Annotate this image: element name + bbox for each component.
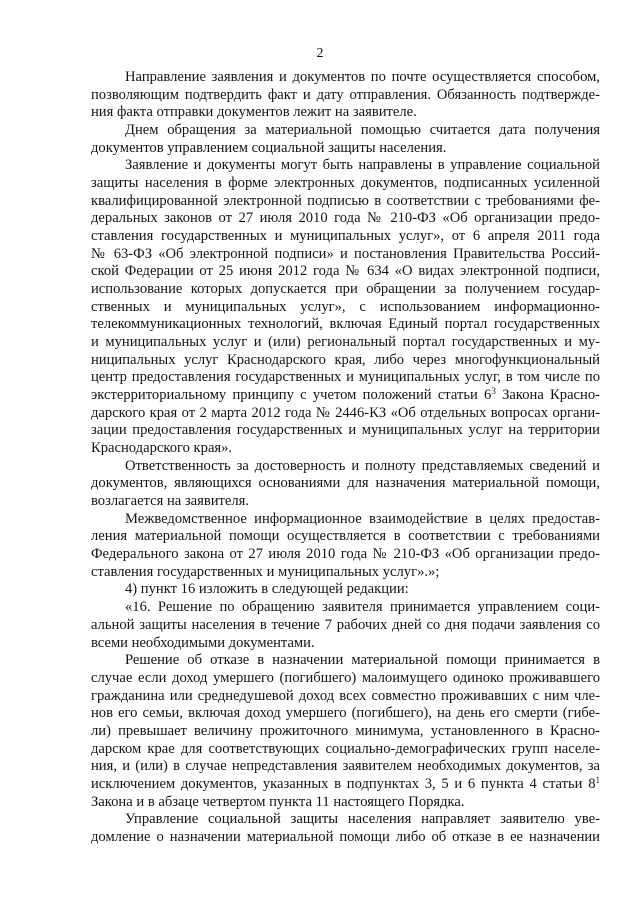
- text-line: ской Федерации от 25 июня 2012 года № 634 «О видах электронной подписи,: [91, 263, 600, 280]
- text-line: ния, и (или) в случае непредставления заявителем необходимых документов, за: [91, 758, 600, 775]
- text-line: центр предоставления государственных и муниципальных услуг, в том числе по: [91, 369, 600, 386]
- text-line: Управление социальной защиты населения направляет заявителю уве-: [125, 811, 600, 828]
- text-fragment: Закона Красно-: [495, 387, 600, 404]
- text-line: всеми необходимыми документами.: [91, 634, 315, 651]
- text-line: деральных законов от 27 июля 2010 года № 210-ФЗ «Об организации предо-: [91, 210, 600, 227]
- text-line: случае если доход умершего (погибшего) малоимущего одиноко проживавшего: [91, 669, 600, 686]
- text-line: Закона и в абзаце четвертом пункта 11 настоящего Порядка.: [91, 793, 465, 810]
- superscript: 3: [491, 386, 496, 397]
- text-line: ставления государственных и муниципальных услуг», от 6 апреля 2011 года: [91, 228, 600, 245]
- text-line: Заявление и документы могут быть направлены в управление социальной: [125, 157, 600, 174]
- text-line: ственных и муниципальных услуг», с использованием информационно-: [91, 298, 600, 315]
- document-body: [91, 69, 600, 847]
- text-line: ния факта отправки документов лежит на заявителе.: [91, 104, 417, 121]
- text-line: документов, являющихся основаниями для назначения материальной помощи,: [91, 475, 600, 492]
- text-line: Межведомственное информационное взаимодействие в целях предостав-: [125, 510, 600, 527]
- paragraph-responsibility: [91, 458, 600, 511]
- text-line: домление о назначении материальной помощи либо об отказе в ее назначении: [91, 828, 600, 845]
- text-line: гражданина или среднедушевой доход всех совместно проживавших с ним чле-: [91, 687, 600, 704]
- text-line: Федерального закона от 27 июля 2010 года № 210-ФЗ «Об организации предо-: [91, 546, 600, 563]
- superscript: 1: [595, 774, 600, 785]
- text-line: ниципальных услуг Краснодарского края, либо через многофункциональный: [91, 351, 600, 368]
- text-line: ления материальной помощи осуществляется в соответствии с требованиями: [91, 528, 600, 545]
- text-line: и муниципальных услуг и (или) региональный портал государственных и му-: [91, 334, 600, 351]
- text-line: альной защиты населения в течение 7 рабочих дней со дня подачи заявления со: [91, 616, 600, 633]
- text-line: дарском крае для соответствующих социально-демографических групп населе-: [91, 740, 600, 757]
- text-line: Краснодарского края».: [91, 440, 233, 457]
- text-line: защиты населения в форме электронных документов, подписанных усиленной: [91, 175, 600, 192]
- text-line: позволяющим подтвердить факт и дату отправления. Обязанность подтвержде-: [91, 86, 600, 103]
- text-line: ставления государственных и муниципальных услуг».»;: [91, 563, 440, 580]
- text-line: использование которых допускается при обращении за получением государ-: [91, 281, 600, 298]
- paragraph-item-16: [91, 599, 600, 652]
- text-fragment: экстерриториальному принципу с учетом положений статьи 6: [91, 387, 492, 404]
- text-line: Направление заявления и документов по почте осуществляется способом,: [125, 69, 600, 85]
- text-line: зации предоставления государственных и муниципальных услуг на территории: [91, 422, 600, 439]
- text-line: Днем обращения за материальной помощью считается дата получения: [125, 122, 600, 139]
- paragraph-notification: [91, 811, 600, 846]
- paragraph-application-date: [91, 122, 600, 157]
- text-line: документов управлением социальной защиты населения.: [91, 139, 447, 156]
- text-line: Ответственность за достоверность и полноту представляемых сведений и: [125, 457, 600, 474]
- paragraph-electronic-documents: [91, 157, 600, 457]
- text-fragment: исключением документов, указанных в подпунктах 3, 5 и 6 пункта 4 статьи 8: [91, 775, 596, 792]
- text-line: ли) превышает величину прожиточного минимума, установленного в Красно-: [91, 722, 600, 739]
- text-line: квалифицированной электронной подписью в соответствии с требованиями фе-: [91, 192, 600, 209]
- paragraph-interagency: [91, 511, 600, 582]
- page-number: 2: [316, 46, 324, 61]
- paragraph-item-4: [91, 581, 600, 599]
- paragraph-refusal: [91, 652, 600, 811]
- text-line-with-superscript: [91, 387, 600, 405]
- text-line: нов его семьи, включая доход умершего (погибшего), на день его смерти (гибе-: [91, 705, 600, 722]
- text-line: дарского края от 2 марта 2012 года № 2446-КЗ «Об отдельных вопросах органи-: [91, 404, 600, 421]
- text-line: телекоммуникационных технологий, включая Единый портал государственных: [91, 316, 600, 333]
- text-line: № 63-ФЗ «Об электронной подписи» и постановления Правительства Россий-: [91, 245, 600, 262]
- text-line-with-superscript: [91, 776, 600, 794]
- text-line: возлагается на заявителя.: [91, 493, 250, 510]
- text-line: 4) пункт 16 изложить в следующей редакции:: [125, 581, 409, 598]
- text-line: Решение об отказе в назначении материальной помощи принимается в: [125, 652, 600, 669]
- text-line: «16. Решение по обращению заявителя принимается управлением соци-: [125, 599, 600, 616]
- paragraph-mailing: [91, 69, 600, 122]
